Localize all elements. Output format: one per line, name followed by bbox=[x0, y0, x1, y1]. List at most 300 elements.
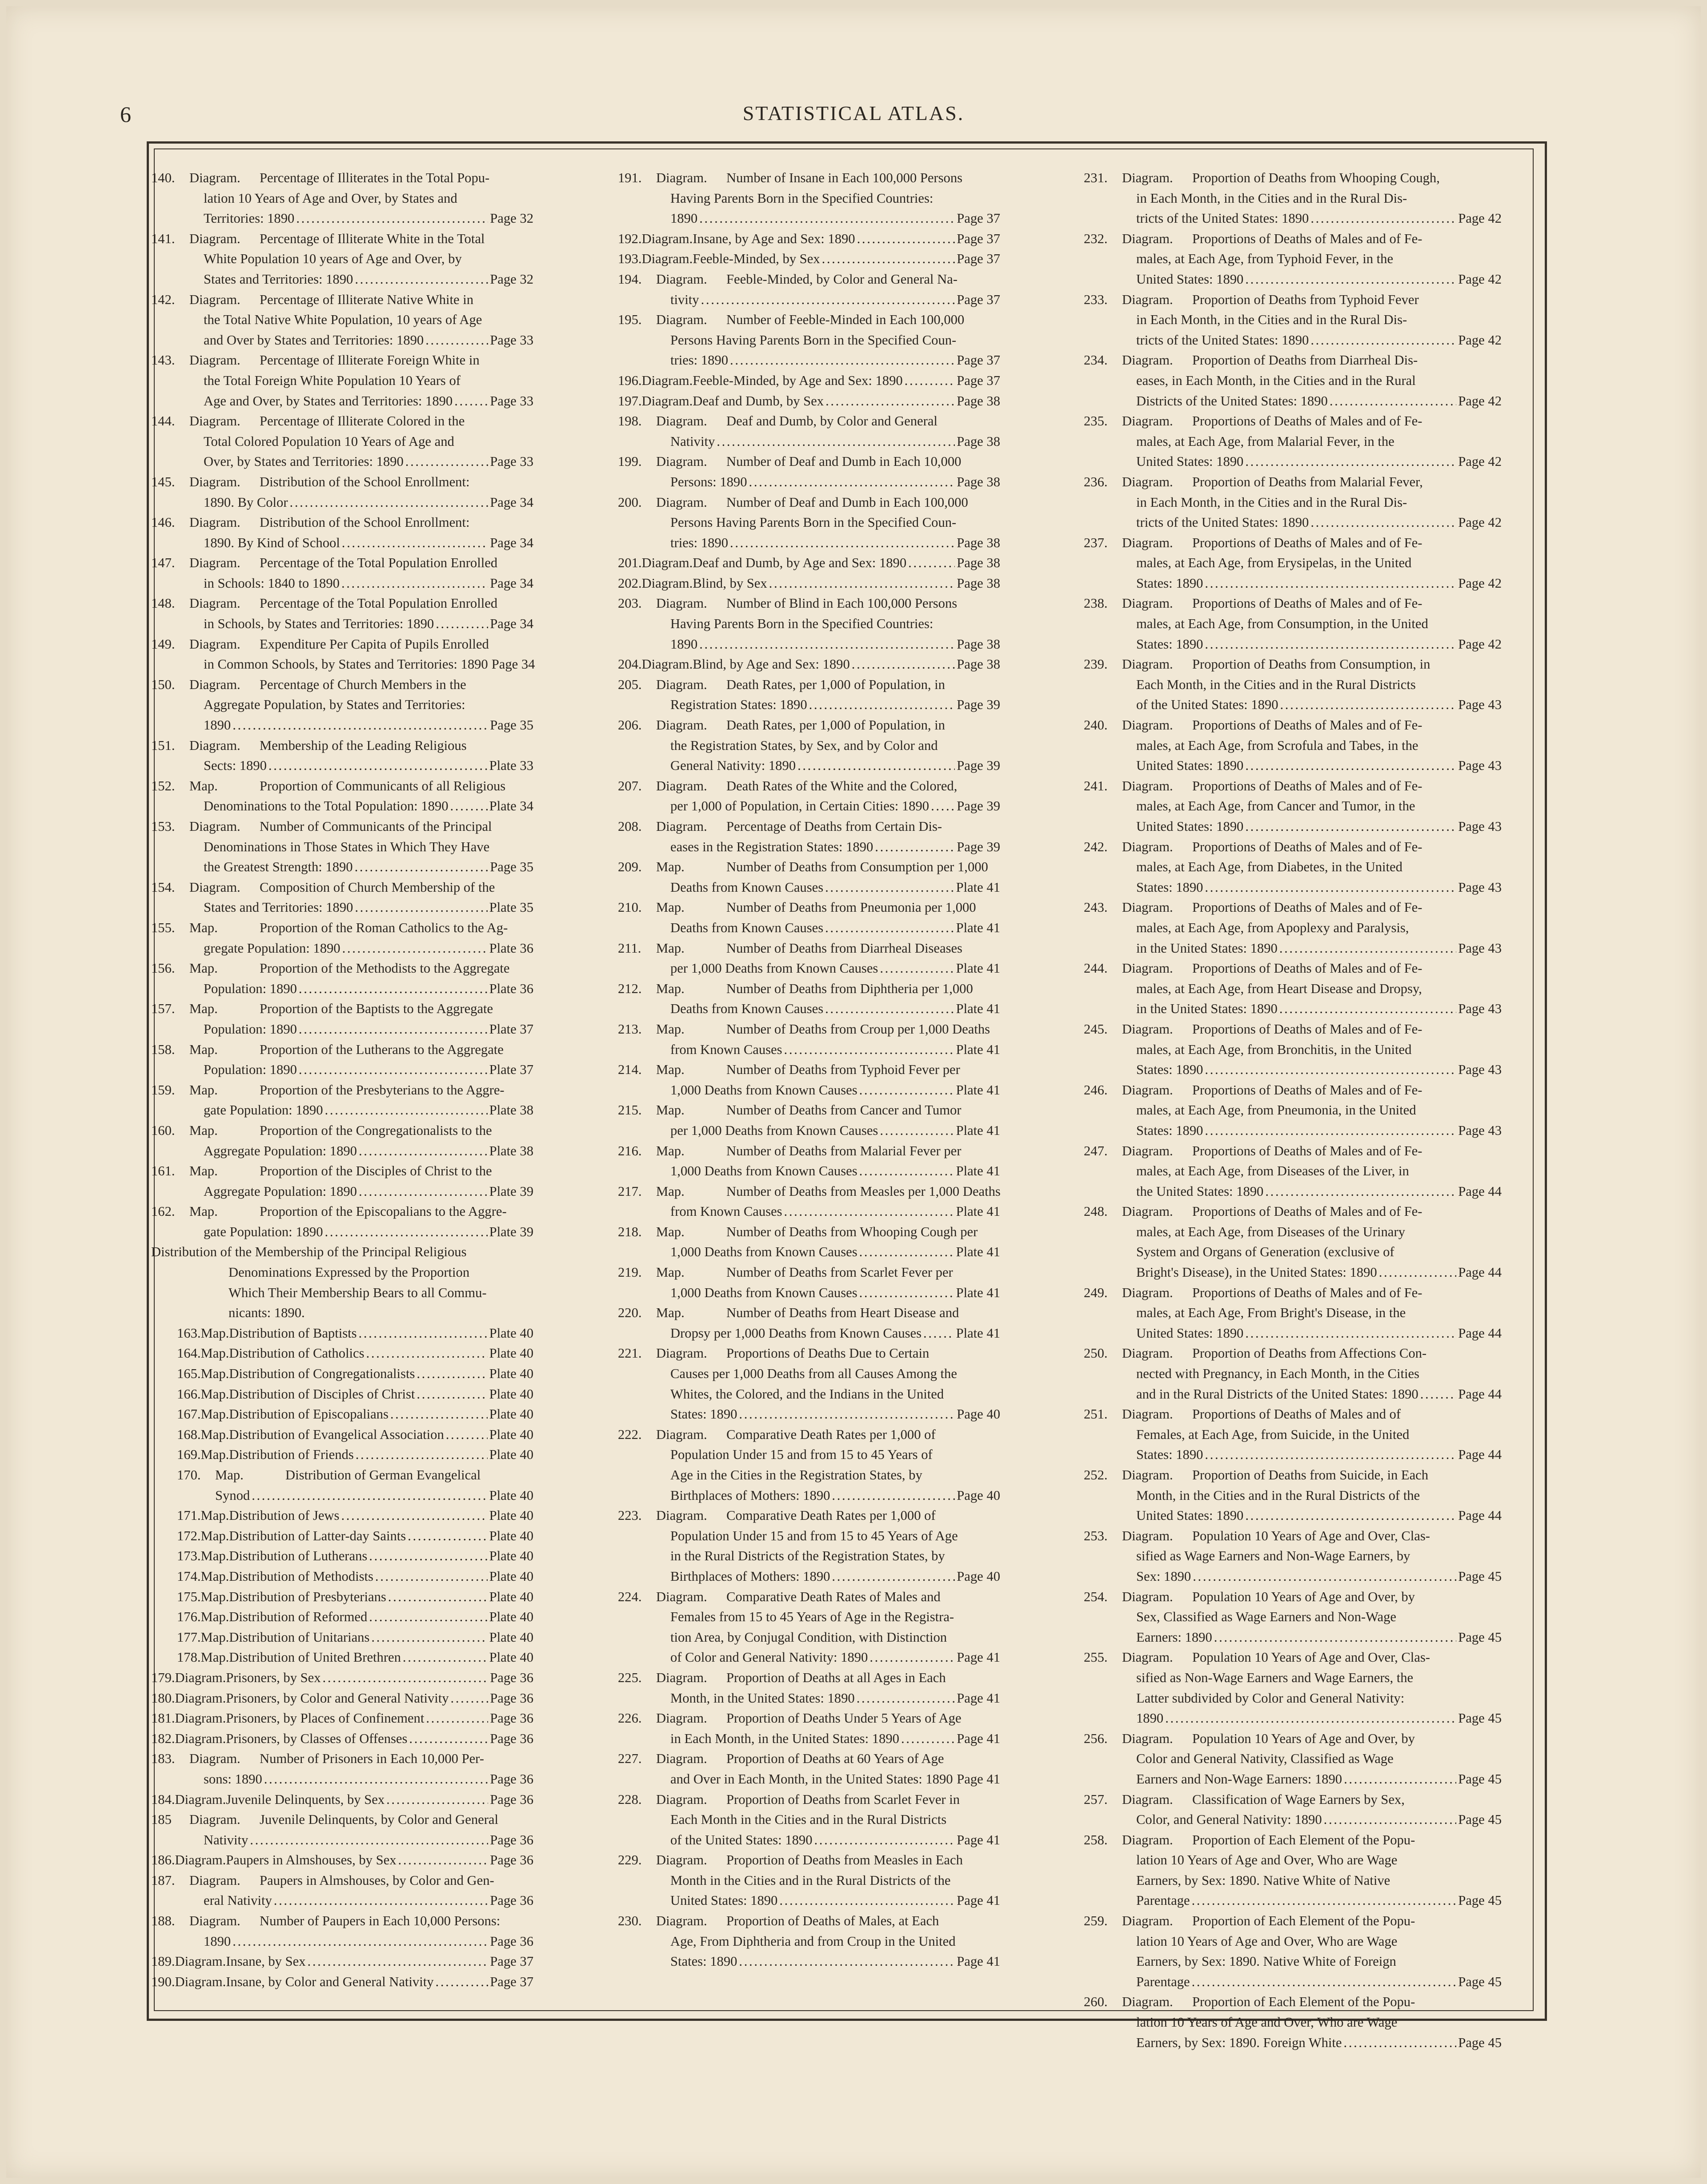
index-entry bbox=[151, 1404, 533, 1425]
entry-reference: Page 37 bbox=[490, 1974, 533, 1989]
entry-number: 216. bbox=[618, 1143, 642, 1158]
entry-text: 1890 bbox=[670, 211, 698, 226]
entry-first-line bbox=[618, 776, 1000, 797]
dot-leader bbox=[355, 269, 488, 290]
entry-number: 204. bbox=[618, 657, 642, 672]
entry-text: gate Population: 1890 bbox=[204, 1102, 323, 1118]
dot-leader bbox=[717, 432, 955, 452]
entry-text: Percentage of Illiterates in the Total Popu- bbox=[260, 170, 490, 185]
entry-text: Proportions of Deaths of Males and of Fe- bbox=[1192, 717, 1422, 733]
entry-line bbox=[1084, 553, 1502, 573]
index-entry bbox=[618, 776, 1000, 817]
entry-text: Distribution of the School Enrollment: bbox=[260, 474, 470, 489]
index-entry bbox=[618, 1790, 1000, 1851]
dot-leader bbox=[375, 1567, 488, 1587]
entry-first-line bbox=[151, 918, 533, 938]
entry-number: 150. bbox=[151, 677, 175, 692]
entry-line bbox=[1084, 2012, 1502, 2033]
entry-text: States and Territories: 1890 bbox=[204, 271, 353, 287]
entry-text: Proportion of the Lutherans to the Aggregate bbox=[260, 1042, 504, 1057]
entry-line bbox=[618, 796, 1000, 817]
dot-leader bbox=[436, 1972, 489, 1992]
entry-text: Feeble-Minded, by Sex bbox=[693, 251, 820, 267]
entry-text: Latter subdivided by Color and General Nativity: bbox=[1136, 1690, 1405, 1706]
index-entry bbox=[618, 715, 1000, 776]
dot-leader bbox=[857, 229, 955, 249]
entry-text: Population 10 Years of Age and Over, Clas- bbox=[1192, 1650, 1430, 1665]
entry-text: System and Organs of Generation (exclusive of bbox=[1136, 1244, 1394, 1260]
entry-first-line bbox=[618, 1262, 1000, 1283]
entry-line bbox=[1084, 1546, 1502, 1567]
entry-text: per 1,000 of Population, in Certain Cities: 1890 bbox=[670, 798, 930, 814]
entry-line bbox=[1084, 1627, 1502, 1648]
entry-type: Diagram. bbox=[1122, 1285, 1173, 1300]
entry-reference: Page 44 bbox=[1458, 1265, 1502, 1280]
entry-number: 196. bbox=[618, 373, 642, 388]
entry-type: Diagram. bbox=[656, 454, 707, 469]
entry-text: Proportion of the Episcopalians to the Aggre- bbox=[260, 1204, 507, 1219]
index-entry bbox=[618, 391, 1000, 412]
entry-type: Diagram. bbox=[189, 555, 240, 571]
entry-type: Diagram. bbox=[175, 1670, 226, 1685]
entry-type: Diagram. bbox=[189, 231, 240, 246]
index-entry bbox=[151, 1607, 533, 1627]
entry-text: Month, in the United States: 1890 bbox=[670, 1690, 855, 1706]
entry-first-line bbox=[618, 817, 1000, 837]
entry-reference: Plate 41 bbox=[956, 1001, 1000, 1017]
dot-leader bbox=[832, 1567, 955, 1587]
entry-number: 156. bbox=[151, 961, 175, 976]
entry-text: Proportion of Deaths from Suicide, in Each bbox=[1192, 1467, 1429, 1483]
index-entry bbox=[1084, 411, 1502, 472]
entry-text: 1890. By Color bbox=[204, 494, 288, 510]
index-entry bbox=[151, 1202, 533, 1242]
entry-text: sified as Non-Wage Earners and Wage Earners, the bbox=[1136, 1670, 1414, 1685]
entry-first-line bbox=[151, 513, 533, 533]
entry-text: Territories: 1890 bbox=[204, 211, 295, 226]
entry-line bbox=[618, 1647, 1000, 1668]
entry-number: 162. bbox=[151, 1204, 175, 1219]
entry-number: 250. bbox=[1084, 1346, 1108, 1361]
entry-type: Diagram. bbox=[1122, 1832, 1173, 1847]
dot-leader bbox=[386, 1790, 488, 1810]
entry-reference: Page 45 bbox=[1458, 1711, 1502, 1726]
entry-line bbox=[151, 573, 533, 594]
entry-reference: Plate 39 bbox=[489, 1224, 533, 1239]
entry-text: States: 1890 bbox=[1136, 879, 1203, 895]
index-entry bbox=[618, 1182, 1000, 1222]
entry-reference: Page 44 bbox=[1458, 1325, 1502, 1341]
dot-leader bbox=[730, 350, 955, 371]
entry-number: 255. bbox=[1084, 1650, 1108, 1665]
dot-leader bbox=[1310, 513, 1456, 533]
entry-text: States: 1890 bbox=[1136, 1122, 1203, 1138]
entry-line bbox=[151, 837, 533, 858]
entry-text: Proportion of the Methodists to the Aggregate bbox=[260, 961, 510, 976]
entry-reference: Page 42 bbox=[1458, 575, 1502, 591]
entry-number: 230. bbox=[618, 1913, 642, 1929]
entry-reference: Page 42 bbox=[1458, 393, 1502, 409]
entry-type: Diagram. bbox=[641, 373, 693, 388]
entry-type: Diagram. bbox=[175, 1954, 226, 1969]
entry-number: 144. bbox=[151, 413, 175, 429]
entry-first-line bbox=[1084, 1019, 1502, 1040]
index-entry bbox=[1084, 898, 1502, 958]
entry-text: States: 1890 bbox=[670, 1407, 737, 1422]
entry-line bbox=[151, 1100, 533, 1121]
entry-text: Age in the Cities in the Registration States, by bbox=[670, 1467, 922, 1483]
entry-first-line bbox=[618, 168, 1000, 188]
entry-line bbox=[1084, 1850, 1502, 1871]
entry-text: Proportions of Deaths of Males and of Fe- bbox=[1192, 839, 1422, 854]
entry-text: Proportions of Deaths of Males and of Fe- bbox=[1192, 1143, 1422, 1158]
entry-text: Proportion of Deaths from Consumption, in bbox=[1192, 657, 1431, 672]
entry-text: Synod bbox=[215, 1487, 250, 1503]
entry-text: Distribution of Episcopalians bbox=[229, 1407, 389, 1422]
entry-number: 159. bbox=[151, 1082, 175, 1098]
index-entry bbox=[1084, 958, 1502, 1019]
index-entry bbox=[1084, 715, 1502, 776]
entry-type: Diagram. bbox=[1122, 1346, 1173, 1361]
entry-number: 191. bbox=[618, 170, 642, 185]
entry-text: States: 1890 bbox=[670, 1954, 737, 1969]
entry-text: tricts of the United States: 1890 bbox=[1136, 332, 1309, 348]
entry-text: Proportions of Deaths of Males and of bbox=[1192, 1407, 1401, 1422]
entry-text: 1890 bbox=[1136, 1711, 1164, 1726]
entry-type: Diagram. bbox=[1122, 657, 1173, 672]
entry-type: Map. bbox=[189, 1001, 218, 1017]
index-entry bbox=[151, 593, 533, 634]
entry-line bbox=[618, 432, 1000, 452]
heading-line: Denominations Expressed by the Proportion bbox=[228, 1265, 470, 1280]
entry-line bbox=[1084, 1708, 1502, 1729]
entry-reference: Page 43 bbox=[1458, 819, 1502, 834]
dot-leader bbox=[454, 391, 488, 412]
entry-reference: Page 42 bbox=[1458, 454, 1502, 469]
entry-reference: Page 38 bbox=[957, 555, 1000, 571]
entry-text: 1890 bbox=[670, 636, 698, 652]
entry-type: Diagram. bbox=[1122, 1204, 1173, 1219]
entry-first-line bbox=[618, 1141, 1000, 1162]
entry-text: Prisoners, by Classes of Offenses bbox=[226, 1731, 408, 1746]
index-entry bbox=[618, 675, 1000, 715]
entry-text: Deaf and Dumb, by Color and General bbox=[726, 413, 938, 429]
entry-type: Map. bbox=[189, 920, 218, 935]
entry-first-line bbox=[151, 634, 533, 655]
entry-text: Each Month, in the Cities and in the Rural Districts bbox=[1136, 677, 1416, 692]
entry-first-line bbox=[618, 310, 1000, 330]
entry-reference: Plate 41 bbox=[956, 1122, 1000, 1138]
entry-text: States: 1890 bbox=[1136, 1062, 1203, 1078]
entry-line bbox=[618, 999, 1000, 1019]
entry-number: 151. bbox=[151, 737, 175, 753]
entry-first-line bbox=[1084, 229, 1502, 249]
entry-number: 232. bbox=[1084, 231, 1108, 246]
entry-type: Diagram. bbox=[1122, 292, 1173, 307]
entry-type: Map. bbox=[189, 1204, 218, 1219]
entry-number: 248. bbox=[1084, 1204, 1108, 1219]
entry-type: Map. bbox=[215, 1467, 244, 1483]
entry-line bbox=[151, 1486, 533, 1506]
index-entry bbox=[618, 452, 1000, 492]
entry-reference: Page 36 bbox=[490, 1832, 533, 1847]
entry-number: 184. bbox=[151, 1791, 175, 1807]
entry-line bbox=[618, 1404, 1000, 1425]
entry-text: Percentage of Deaths from Certain Dis- bbox=[726, 819, 942, 834]
entry-line bbox=[618, 1567, 1000, 1587]
index-entry bbox=[151, 675, 533, 736]
entry-reference: Page 43 bbox=[1458, 940, 1502, 956]
index-entry bbox=[1084, 1992, 1502, 2053]
entry-number: 142. bbox=[151, 292, 175, 307]
entry-number: 252. bbox=[1084, 1467, 1108, 1483]
dot-leader bbox=[857, 1688, 955, 1709]
entry-first-line bbox=[151, 1952, 533, 1972]
dot-leader bbox=[859, 1283, 954, 1303]
entry-text: from Known Causes bbox=[670, 1204, 782, 1219]
entry-first-line bbox=[151, 229, 533, 249]
entry-line bbox=[618, 634, 1000, 655]
entry-text: of the United States: 1890 bbox=[1136, 697, 1278, 713]
index-entry bbox=[151, 1526, 533, 1547]
entry-text: tries: 1890 bbox=[670, 535, 729, 550]
index-entry bbox=[618, 1708, 1000, 1749]
index-entry bbox=[151, 958, 533, 999]
entry-line bbox=[618, 513, 1000, 533]
entry-text: Proportions of Deaths of Males and of Fe- bbox=[1192, 961, 1422, 976]
entry-text: Distribution of Baptists bbox=[229, 1325, 357, 1341]
dot-leader bbox=[355, 898, 487, 918]
dot-leader bbox=[296, 208, 488, 229]
entry-number: 147. bbox=[151, 555, 175, 571]
entry-first-line bbox=[618, 1850, 1000, 1871]
dot-leader bbox=[366, 1343, 488, 1364]
entry-line bbox=[151, 1222, 533, 1242]
entry-first-line bbox=[618, 979, 1000, 999]
entry-number: 160. bbox=[151, 1122, 175, 1138]
entry-text: Proportion of Deaths Under 5 Years of Age bbox=[726, 1711, 962, 1726]
entry-number: 257. bbox=[1084, 1791, 1108, 1807]
entry-text: Sex: 1890 bbox=[1136, 1568, 1191, 1584]
dot-leader bbox=[290, 493, 489, 513]
entry-text: Percentage of Illiterate Foreign White in bbox=[260, 353, 480, 368]
entry-text: Deaths from Known Causes bbox=[670, 1001, 824, 1017]
entry-type: Map. bbox=[200, 1609, 229, 1625]
entry-number: 238. bbox=[1084, 596, 1108, 611]
entry-line bbox=[618, 188, 1000, 209]
entry-reference: Page 41 bbox=[957, 1731, 1000, 1746]
entry-line bbox=[151, 796, 533, 817]
entry-line bbox=[618, 837, 1000, 858]
dot-leader bbox=[426, 1708, 488, 1729]
entry-number: 154. bbox=[151, 879, 175, 895]
entry-first-line bbox=[618, 1222, 1000, 1242]
entry-text: in the United States: 1890 bbox=[1136, 1001, 1278, 1017]
dot-leader bbox=[355, 857, 489, 878]
index-entry bbox=[618, 1850, 1000, 1911]
entry-first-line bbox=[1084, 1729, 1502, 1749]
entry-type: Map. bbox=[200, 1650, 229, 1665]
dot-leader bbox=[359, 1323, 488, 1344]
dot-leader bbox=[425, 330, 488, 351]
entry-first-line bbox=[1084, 1647, 1502, 1668]
entry-type: Diagram. bbox=[1122, 1791, 1173, 1807]
entry-text: United States: 1890 bbox=[670, 1893, 778, 1908]
entry-text: Nativity bbox=[204, 1832, 248, 1847]
entry-reference: Page 36 bbox=[490, 1933, 533, 1949]
entry-reference: Plate 40 bbox=[489, 1407, 533, 1422]
entry-line bbox=[618, 533, 1000, 553]
entry-first-line bbox=[151, 1567, 533, 1587]
entry-line bbox=[618, 736, 1000, 756]
entry-type: Map. bbox=[656, 1021, 685, 1037]
entry-type: Diagram. bbox=[1122, 474, 1173, 489]
entry-number: 202. bbox=[618, 575, 642, 591]
entry-number: 178. bbox=[177, 1650, 201, 1665]
index-entry bbox=[151, 1343, 533, 1364]
entry-first-line bbox=[1084, 898, 1502, 918]
index-entry bbox=[618, 493, 1000, 553]
index-entry bbox=[1084, 350, 1502, 411]
index-entry bbox=[151, 1627, 533, 1648]
index-entry bbox=[618, 1425, 1000, 1506]
entry-line bbox=[618, 756, 1000, 776]
entry-text: States and Territories: 1890 bbox=[204, 900, 353, 915]
entry-text: in Each Month, in the United States: 1890 bbox=[670, 1731, 899, 1746]
entry-number: 172. bbox=[177, 1528, 201, 1543]
entry-text: Proportions of Deaths of Males and of Fe- bbox=[1192, 900, 1422, 915]
entry-text: the Greatest Strength: 1890 bbox=[204, 859, 353, 875]
index-entry bbox=[618, 553, 1000, 573]
entry-number: 163. bbox=[177, 1325, 201, 1341]
entry-line bbox=[1084, 1262, 1502, 1283]
entry-line bbox=[151, 1182, 533, 1202]
dot-leader bbox=[1193, 1567, 1456, 1587]
entry-reference: Plate 41 bbox=[956, 920, 1000, 935]
entry-line bbox=[618, 1040, 1000, 1060]
entry-first-line bbox=[1084, 654, 1502, 675]
dot-leader bbox=[769, 573, 955, 594]
entry-reference: Page 45 bbox=[1458, 1812, 1502, 1827]
entry-first-line bbox=[618, 229, 1000, 249]
entry-first-line bbox=[151, 817, 533, 837]
entry-text: Percentage of the Total Population Enrolled bbox=[260, 596, 498, 611]
entry-first-line bbox=[151, 1688, 533, 1709]
entry-line bbox=[618, 472, 1000, 493]
entry-text: gate Population: 1890 bbox=[204, 1224, 323, 1239]
dot-leader bbox=[880, 1121, 954, 1141]
entry-text: Registration States: 1890 bbox=[670, 697, 807, 713]
entry-line bbox=[1084, 330, 1502, 351]
dot-leader bbox=[1245, 1506, 1456, 1526]
section-heading bbox=[151, 1242, 533, 1323]
entry-number: 225. bbox=[618, 1670, 642, 1685]
entry-first-line bbox=[618, 654, 1000, 675]
entry-reference: Plate 35 bbox=[489, 900, 533, 915]
entry-reference: Plate 41 bbox=[956, 1285, 1000, 1300]
entry-first-line bbox=[1084, 1911, 1502, 1932]
entry-type: Diagram. bbox=[656, 170, 707, 185]
dot-leader bbox=[779, 1891, 955, 1911]
entry-reference: Plate 40 bbox=[489, 1487, 533, 1503]
entry-text: Deaths from Known Causes bbox=[670, 879, 824, 895]
entry-number: 247. bbox=[1084, 1143, 1108, 1158]
entry-type: Map. bbox=[200, 1346, 229, 1361]
entry-type: Map. bbox=[656, 1183, 685, 1199]
entry-reference: Page 39 bbox=[957, 839, 1000, 854]
entry-line bbox=[1084, 817, 1502, 837]
entry-line bbox=[618, 1769, 1000, 1790]
entry-number: 210. bbox=[618, 900, 642, 915]
entry-type: Diagram. bbox=[656, 677, 707, 692]
entry-line bbox=[151, 330, 533, 351]
entry-first-line bbox=[151, 1607, 533, 1627]
entry-line bbox=[151, 533, 533, 553]
entry-reference: Plate 37 bbox=[489, 1021, 533, 1037]
index-entry bbox=[618, 1222, 1000, 1262]
entry-text: tivity bbox=[670, 292, 699, 307]
entry-text: Classification of Wage Earners by Sex, bbox=[1192, 1791, 1405, 1807]
index-entry bbox=[618, 249, 1000, 269]
entry-first-line bbox=[618, 1303, 1000, 1323]
entry-reference: Page 37 bbox=[957, 353, 1000, 368]
entry-type: Map. bbox=[200, 1548, 229, 1564]
entry-reference: Plate 40 bbox=[489, 1589, 533, 1604]
dot-leader bbox=[701, 290, 955, 310]
entry-line bbox=[1084, 1486, 1502, 1506]
dot-leader bbox=[832, 1486, 955, 1506]
entry-text: 1,000 Deaths from Known Causes bbox=[670, 1285, 858, 1300]
index-entry bbox=[618, 1587, 1000, 1668]
entry-text: Month in the Cities and in the Rural Districts of the bbox=[670, 1872, 951, 1888]
entry-text: Total Colored Population 10 Years of Age and bbox=[204, 433, 454, 449]
entry-line bbox=[1084, 1121, 1502, 1141]
entry-first-line bbox=[618, 1425, 1000, 1445]
entry-reference: Plate 40 bbox=[489, 1325, 533, 1341]
entry-reference: Page 41 bbox=[957, 1954, 1000, 1969]
entry-type: Diagram. bbox=[656, 1427, 707, 1442]
entry-text: Prisoners, by Color and General Nativity bbox=[226, 1690, 449, 1706]
entry-type: Diagram. bbox=[175, 1731, 226, 1746]
entry-reference: Plate 39 bbox=[489, 1183, 533, 1199]
index-entry bbox=[618, 573, 1000, 594]
entry-text: Distribution of Disciples of Christ bbox=[229, 1386, 415, 1402]
entry-line bbox=[1084, 249, 1502, 269]
entry-reference: Page 43 bbox=[1458, 697, 1502, 713]
entry-text: Earners, by Sex: 1890. Native White of Native bbox=[1136, 1872, 1390, 1888]
index-entry bbox=[151, 1040, 533, 1080]
entry-text: Nativity bbox=[670, 433, 715, 449]
entry-text: Proportion of the Disciples of Christ to the bbox=[260, 1163, 492, 1179]
entry-first-line bbox=[618, 857, 1000, 878]
entry-text: lation 10 Years of Age and Over, by States and bbox=[204, 190, 457, 206]
entry-line bbox=[1084, 269, 1502, 290]
entry-text: Number of Paupers in Each 10,000 Persons: bbox=[260, 1913, 501, 1929]
entry-number: 193. bbox=[618, 251, 642, 267]
entry-type: Diagram. bbox=[189, 474, 240, 489]
index-entry bbox=[1084, 1587, 1502, 1648]
entry-first-line bbox=[618, 391, 1000, 412]
dot-leader bbox=[1310, 208, 1456, 229]
entry-text: 1890 bbox=[204, 717, 231, 733]
dot-leader bbox=[1420, 1384, 1457, 1405]
entry-number: 203. bbox=[618, 596, 642, 611]
dot-leader bbox=[730, 533, 955, 553]
page-number: 6 bbox=[120, 102, 131, 127]
entry-number: 251. bbox=[1084, 1407, 1108, 1422]
entry-line bbox=[618, 1810, 1000, 1830]
entry-text: Number of Deaths from Pneumonia per 1,000 bbox=[726, 900, 976, 915]
